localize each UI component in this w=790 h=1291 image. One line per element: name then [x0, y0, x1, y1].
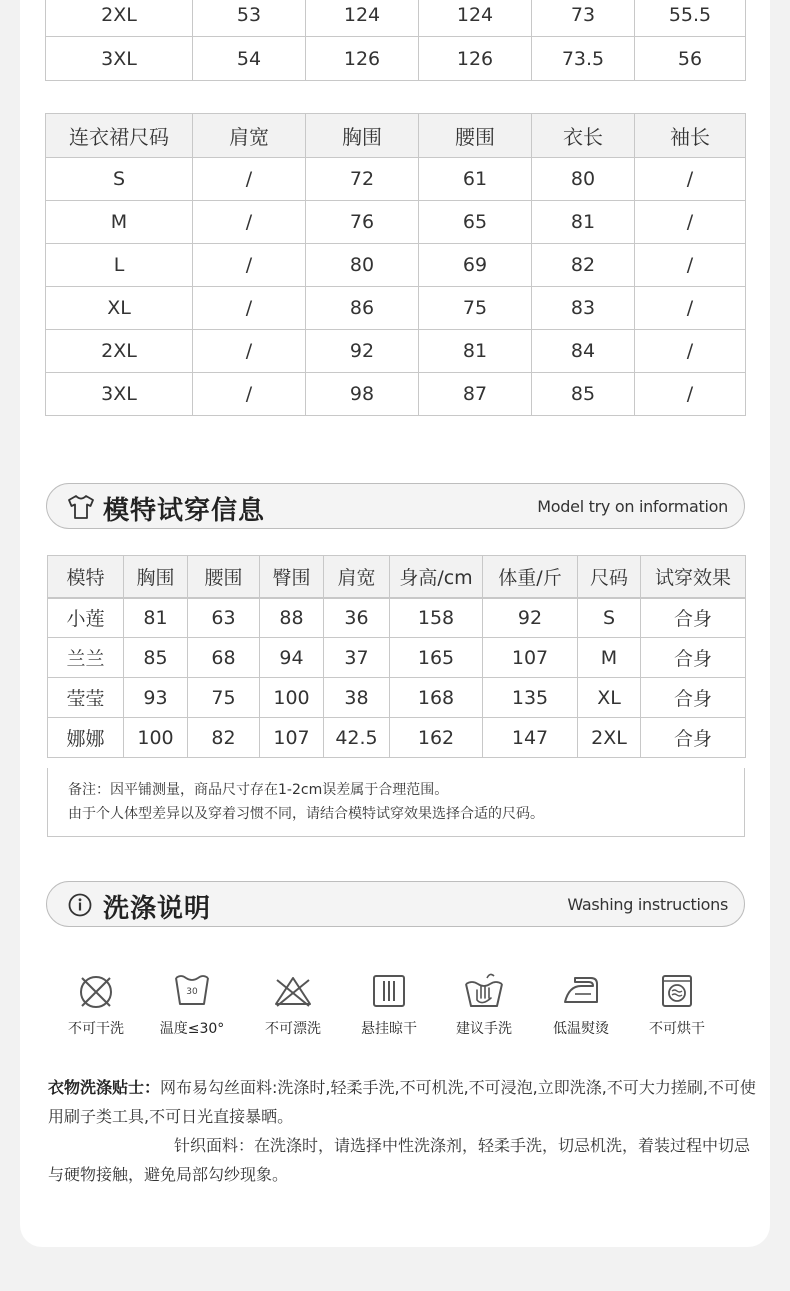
table-cell: / [635, 244, 746, 287]
table-cell: 107 [260, 718, 324, 758]
tshirt-icon [67, 494, 95, 520]
table-cell: 158 [390, 598, 483, 638]
table-cell: / [635, 287, 746, 330]
wash-label: 不可漂洗 [265, 1021, 321, 1037]
washing-title: 洗涤说明 [103, 894, 212, 924]
model-info-title: 模特试穿信息 [103, 496, 266, 526]
table-cell: / [193, 373, 306, 416]
table-cell: 92 [483, 598, 578, 638]
table-cell: M [46, 201, 193, 244]
table-row [48, 718, 746, 758]
wash-label: 温度≤30° [159, 1021, 225, 1037]
table-header-row [46, 114, 746, 158]
table-cell: 85 [124, 638, 188, 678]
wash-item [533, 970, 629, 1038]
table-cell: 81 [124, 598, 188, 638]
wash-item [341, 970, 437, 1038]
table-row [46, 158, 746, 201]
wash-label: 悬挂晾干 [361, 1021, 417, 1037]
table-cell: 61 [419, 158, 532, 201]
table-row [46, 373, 746, 416]
header-cell: 臀围 [260, 556, 324, 598]
header-cell: 胸围 [124, 556, 188, 598]
table-cell: 2XL [46, 330, 193, 373]
table-cell: 小莲 [48, 598, 124, 638]
wash-temp-text: 30 [186, 987, 198, 997]
table-cell: 162 [390, 718, 483, 758]
table-cell: XL [46, 287, 193, 330]
table-cell: 68 [188, 638, 260, 678]
no-bleach-icon [273, 970, 313, 1010]
table-cell: 124 [306, 0, 419, 37]
header-cell: 肩宽 [324, 556, 390, 598]
table-cell: 2XL [46, 0, 193, 37]
table-cell: 93 [124, 678, 188, 718]
table-header-row [48, 556, 746, 598]
header-cell: 腰围 [188, 556, 260, 598]
table-cell: 92 [306, 330, 419, 373]
table-cell: 76 [306, 201, 419, 244]
table-cell: 75 [188, 678, 260, 718]
table-cell: 36 [324, 598, 390, 638]
table-cell: 55.5 [635, 0, 746, 37]
table-cell: 81 [532, 201, 635, 244]
table-cell: 81 [419, 330, 532, 373]
table-cell: / [193, 287, 306, 330]
table-cell: XL [578, 678, 641, 718]
table-cell: 2XL [578, 718, 641, 758]
tips-lead: 衣物洗涤贴士： [48, 1078, 161, 1097]
table-cell: 合身 [641, 718, 746, 758]
table-row [46, 330, 746, 373]
size-table-continued [45, 0, 746, 81]
table-cell: 168 [390, 678, 483, 718]
table-cell: 100 [260, 678, 324, 718]
table-cell: 69 [419, 244, 532, 287]
table-cell: L [46, 244, 193, 287]
table-cell: 126 [419, 37, 532, 81]
table-cell: 合身 [641, 678, 746, 718]
wash-label: 不可干洗 [68, 1021, 124, 1037]
table-cell: 56 [635, 37, 746, 81]
wash-item [144, 970, 240, 1038]
table-cell: 37 [324, 638, 390, 678]
hand-wash-icon [464, 970, 504, 1010]
table-cell: / [635, 330, 746, 373]
header-cell: 袖长 [635, 114, 746, 158]
low-iron-icon [561, 970, 601, 1010]
table-cell: M [578, 638, 641, 678]
table-cell: 42.5 [324, 718, 390, 758]
table-row [46, 201, 746, 244]
table-cell: 82 [188, 718, 260, 758]
table-cell: S [46, 158, 193, 201]
model-info-subtitle: Model try on information [537, 497, 728, 516]
table-cell: 80 [532, 158, 635, 201]
table-row [48, 598, 746, 638]
tips-paragraph-mesh [48, 1073, 764, 1131]
table-cell: 82 [532, 244, 635, 287]
no-dry-clean-icon [76, 970, 116, 1010]
header-cell: 衣长 [532, 114, 635, 158]
table-cell: 兰兰 [48, 638, 124, 678]
header-cell: 腰围 [419, 114, 532, 158]
table-cell: / [635, 373, 746, 416]
table-cell: / [193, 158, 306, 201]
hang-dry-icon [369, 970, 409, 1010]
header-cell: 模特 [48, 556, 124, 598]
table-row [46, 287, 746, 330]
table-cell: 72 [306, 158, 419, 201]
table-row [48, 678, 746, 718]
dress-size-table [45, 113, 746, 416]
header-cell: 体重/斤 [483, 556, 578, 598]
header-cell: 试穿效果 [641, 556, 746, 598]
model-try-on-table [47, 555, 746, 758]
washing-icons [48, 970, 748, 1045]
table-cell: S [578, 598, 641, 638]
table-cell: 147 [483, 718, 578, 758]
table-cell: 88 [260, 598, 324, 638]
table-cell: 73.5 [532, 37, 635, 81]
table-cell: / [635, 158, 746, 201]
table-cell: 165 [390, 638, 483, 678]
wash-label: 建议手洗 [456, 1021, 512, 1037]
model-info-header [46, 483, 745, 529]
no-tumble-dry-icon [657, 970, 697, 1010]
tips-text-mesh: 网布易勾丝面料:洗涤时,轻柔手洗,不可机洗,不可浸泡,立即洗涤,不可大力搓刷,不可使用刷子类工具,不可日光直接暴晒。 [48, 1078, 756, 1126]
table-cell: 合身 [641, 598, 746, 638]
table-cell: 80 [306, 244, 419, 287]
table-row [46, 0, 746, 37]
table-cell: 86 [306, 287, 419, 330]
header-cell: 尺码 [578, 556, 641, 598]
table-cell: 娜娜 [48, 718, 124, 758]
washing-subtitle: Washing instructions [567, 895, 728, 914]
table-cell: 94 [260, 638, 324, 678]
table-cell: 83 [532, 287, 635, 330]
table-cell: 135 [483, 678, 578, 718]
table-cell: 98 [306, 373, 419, 416]
table-cell: 75 [419, 287, 532, 330]
table-cell: 126 [306, 37, 419, 81]
table-row [46, 37, 746, 81]
note-line: 由于个人体型差异以及穿着习惯不同，请结合模特试穿效果选择合适的尺码。 [68, 806, 544, 822]
table-cell: 53 [193, 0, 306, 37]
header-cell: 连衣裙尺码 [46, 114, 193, 158]
wash-item [48, 970, 144, 1038]
wash-item [436, 970, 532, 1038]
table-row [48, 638, 746, 678]
header-cell: 胸围 [306, 114, 419, 158]
washing-header [46, 881, 745, 927]
table-cell: 合身 [641, 638, 746, 678]
table-cell: 3XL [46, 373, 193, 416]
tips-paragraph-knit: 针织面料：在洗涤时，请选择中性洗涤剂，轻柔手洗，切忌机洗，着装过程中切忌与硬物接触，避免局部勾纱现象。 [48, 1136, 751, 1184]
model-table-note [47, 768, 745, 837]
info-icon [67, 892, 95, 918]
table-row [46, 244, 746, 287]
table-cell: / [193, 330, 306, 373]
wash-30-icon [172, 970, 212, 1010]
header-cell: 肩宽 [193, 114, 306, 158]
table-cell: 73 [532, 0, 635, 37]
table-cell: 65 [419, 201, 532, 244]
table-cell: / [193, 244, 306, 287]
table-cell: 87 [419, 373, 532, 416]
table-cell: 54 [193, 37, 306, 81]
table-cell: 100 [124, 718, 188, 758]
wash-label: 低温熨烫 [553, 1021, 609, 1037]
table-cell: 85 [532, 373, 635, 416]
wash-item [629, 970, 725, 1038]
note-line: 备注：因平铺测量，商品尺寸存在1-2cm误差属于合理范围。 [68, 782, 449, 798]
washing-tips [48, 1073, 764, 1189]
wash-item [245, 970, 341, 1038]
table-cell: 莹莹 [48, 678, 124, 718]
table-cell: 84 [532, 330, 635, 373]
wash-label: 不可烘干 [649, 1021, 705, 1037]
table-cell: / [635, 201, 746, 244]
table-cell: 107 [483, 638, 578, 678]
table-cell: 63 [188, 598, 260, 638]
table-cell: 38 [324, 678, 390, 718]
table-cell: / [193, 201, 306, 244]
header-cell: 身高/cm [390, 556, 483, 598]
table-cell: 124 [419, 0, 532, 37]
table-cell: 3XL [46, 37, 193, 81]
